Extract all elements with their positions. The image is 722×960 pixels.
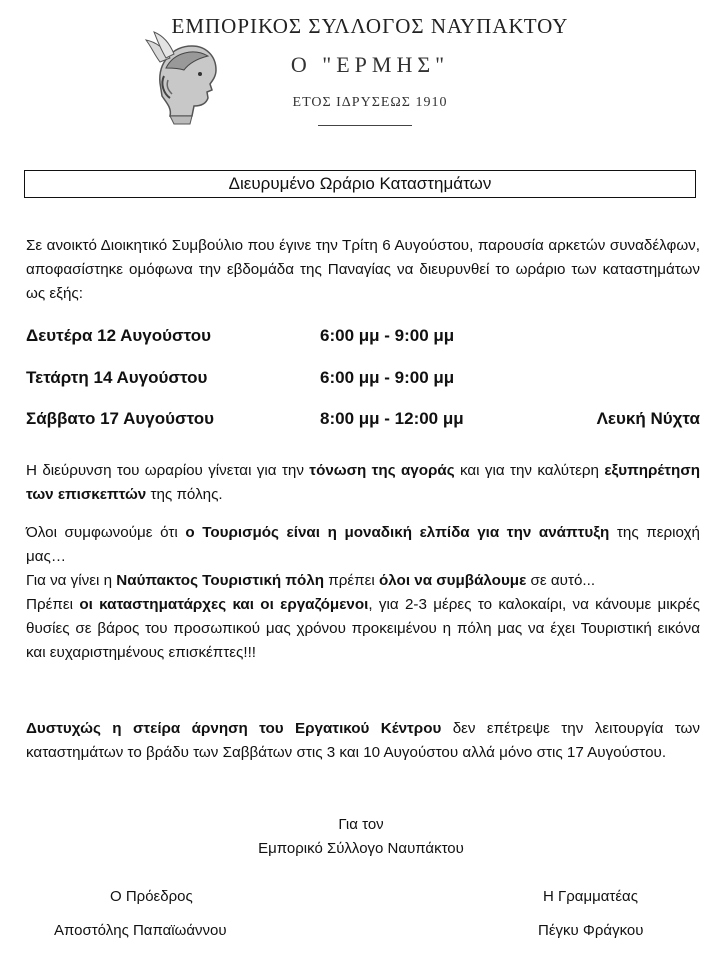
bold-span: τόνωση της αγοράς	[309, 462, 455, 479]
president-role: Ο Πρόεδρος	[110, 888, 193, 905]
text-span: σε αυτό...	[526, 572, 596, 589]
organization-name: ΕΜΠΟΡΙΚΟΣ ΣΥΛΛΟΓΟΣ ΝΑΥΠΑΚΤΟΥ	[171, 14, 569, 38]
secretary-role: Η Γραμματέας	[543, 888, 638, 905]
bold-span: Ναύπακτος Τουριστική πόλη	[116, 572, 325, 589]
schedule-day: Τετάρτη 14 Αυγούστου	[26, 368, 208, 387]
closing-organization: Εμπορικό Σύλλογο Ναυπάκτου	[258, 840, 464, 857]
bold-span: εξυπηρέτηση των επισκεπτών	[26, 462, 700, 503]
bold-span: ο Τουρισμός είναι η μοναδική ελπίδα για την ανάπτυξη	[185, 524, 610, 541]
text-span: της περιοχή μας…	[26, 524, 700, 565]
schedule-time: 8:00 μμ - 12:00 μμ	[320, 409, 464, 428]
schedule-time: 6:00 μμ - 9:00 μμ	[320, 326, 455, 345]
document-title: Διευρυμένο Ωράριο Καταστημάτων	[24, 170, 696, 198]
secretary-name: Πέγκυ Φράγκου	[538, 922, 644, 939]
text-span: Για να γίνει η	[26, 572, 117, 589]
president-name: Αποστόλης Παπαϊωάννου	[54, 922, 227, 939]
schedule-note: Λευκή Νύχτα	[596, 409, 700, 428]
text-span: Όλοι συμφωνούμε ότι	[26, 524, 186, 541]
schedule-day: Σάββατο 17 Αυγούστου	[26, 409, 215, 428]
text-span: Πρέπει	[26, 596, 80, 613]
text-span: και για την καλύτερη	[454, 462, 605, 479]
bold-span: Δυστυχώς η στείρα άρνηση του Εργατικού Κέντρου	[26, 720, 442, 737]
text-span: δεν επέτρεψε την λειτουργία των καταστημάτων το βράδυ των Σαββάτων στις 3 και 10 Αυγούστου αλλά μόνο στις 17 Αυγούστου.	[26, 720, 700, 761]
text-span: πρέπει	[324, 572, 380, 589]
text-span: της πόλης.	[146, 486, 223, 503]
schedule-time: 6:00 μμ - 9:00 μμ	[320, 368, 455, 387]
schedule-day: Δευτέρα 12 Αυγούστου	[26, 326, 212, 345]
organization-subtitle: Ο "ΕΡΜΗΣ"	[290, 52, 450, 77]
extension-paragraph	[26, 459, 700, 507]
text-span: Η διεύρυνση του ωραρίου γίνεται για την	[26, 462, 310, 479]
schedule-row	[26, 409, 700, 435]
schedule-row	[26, 368, 700, 394]
bold-span: οι καταστηματάρχες και οι εργαζόμενοι	[79, 596, 369, 613]
founded-year: ΕΤΟΣ ΙΔΡΥΣΕΩΣ 1910	[292, 95, 448, 110]
intro-paragraph: Σε ανοικτό Διοικητικό Συμβούλιο που έγινε την Τρίτη 6 Αυγούστου, παρουσία αρκετών συναδέλφων, αποφασίστηκε ομόφωνα την εβδομάδα της Παναγίας να διευρυνθεί το ωράριο των καταστημάτων ως εξής:	[26, 237, 700, 302]
bold-span: όλοι να συμβάλουμε	[379, 572, 527, 589]
letterhead	[0, 0, 722, 140]
labour-centre-paragraph	[26, 717, 700, 765]
closing-line: Για τον	[338, 816, 384, 833]
text-span: , για 2-3 μέρες το καλοκαίρι, να κάνουμε μικρές θυσίες σε βάρος του προσωπικού μας χρόνου προκειμένου η πόλη μας να έχει Τουριστική εικόνα και ευχαριστημένους επισκέπτες!!!	[26, 596, 700, 661]
schedule-row	[26, 326, 700, 352]
hermes-head-logo-icon	[130, 28, 230, 128]
letterhead-divider	[318, 125, 412, 126]
tourism-paragraph	[26, 521, 700, 665]
